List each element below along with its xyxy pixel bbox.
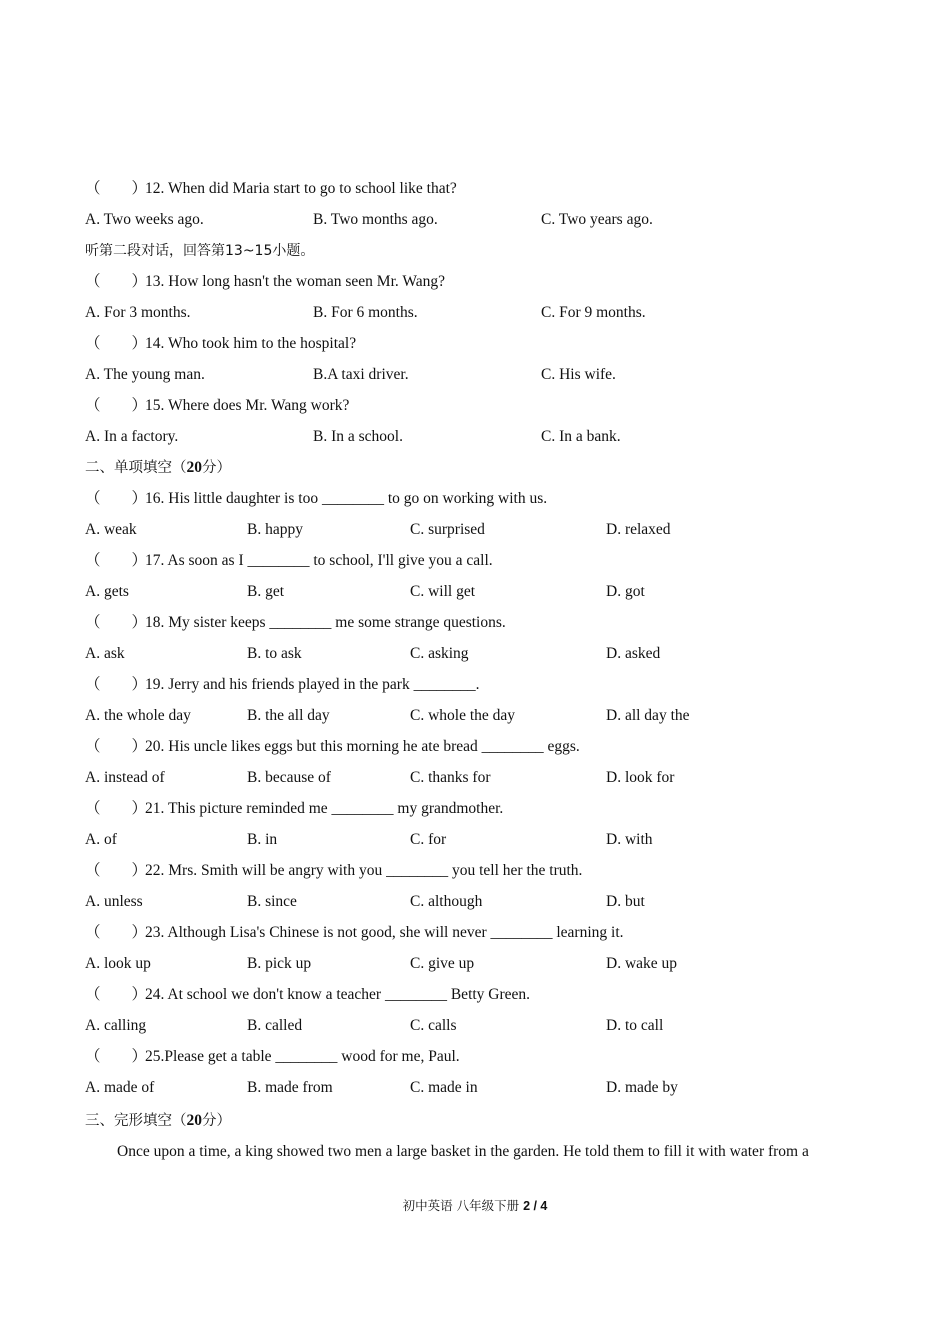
option-c: C. For 9 months.	[541, 304, 646, 321]
option-a: A. calling	[85, 1017, 147, 1034]
question-text: 17. As soon as I ________ to school, I'll give you a call.	[145, 552, 493, 569]
option-b: B. For 6 months.	[313, 304, 418, 321]
options-17	[85, 582, 885, 602]
option-b: B. In a school.	[313, 428, 403, 445]
question-14	[85, 334, 356, 354]
question-24	[85, 985, 530, 1005]
option-b: B. since	[247, 893, 297, 910]
option-c: C. give up	[410, 955, 475, 972]
section-title-suffix: 分）	[202, 1113, 231, 1129]
options-23	[85, 954, 885, 974]
answer-bracket: （ ）	[85, 180, 148, 197]
option-a: A. For 3 months.	[85, 304, 191, 321]
option-b: B. Two months ago.	[313, 211, 438, 228]
section-title-suffix: 分）	[202, 460, 231, 476]
option-b: B. pick up	[247, 955, 312, 972]
option-d: D. look for	[606, 769, 675, 786]
option-d: D. to call	[606, 1017, 664, 1034]
option-c: C. will get	[410, 583, 476, 600]
section-3-heading	[85, 1111, 231, 1131]
question-22	[85, 861, 582, 881]
question-19	[85, 675, 479, 695]
answer-bracket: （ ）	[85, 1048, 148, 1065]
option-b: B. happy	[247, 521, 303, 538]
option-a: A. unless	[85, 893, 143, 910]
answer-bracket: （ ）	[85, 862, 148, 879]
option-b: B. made from	[247, 1079, 333, 1096]
options-20	[85, 768, 885, 788]
option-d: D. but	[606, 893, 645, 910]
option-a: A. look up	[85, 955, 151, 972]
option-d: D. all day the	[606, 707, 690, 724]
option-b: B. to ask	[247, 645, 302, 662]
option-a: A. In a factory.	[85, 428, 179, 445]
question-12	[85, 179, 457, 199]
section-score: 20	[186, 459, 202, 476]
answer-bracket: （ ）	[85, 986, 148, 1003]
option-a: A. Two weeks ago.	[85, 211, 204, 228]
option-c: C. made in	[410, 1079, 478, 1096]
footer-label: 初中英语 八年级下册	[402, 1198, 524, 1213]
option-c: C. surprised	[410, 521, 485, 538]
section-score: 20	[186, 1112, 202, 1129]
option-b: B. in	[247, 831, 278, 848]
question-text: 19. Jerry and his friends played in the park ________.	[145, 676, 480, 693]
answer-bracket: （ ）	[85, 335, 148, 352]
options-24	[85, 1016, 885, 1036]
question-17	[85, 551, 493, 571]
option-b: B. the all day	[247, 707, 330, 724]
option-d: D. relaxed	[606, 521, 671, 538]
question-16	[85, 489, 547, 509]
question-text: 14. Who took him to the hospital?	[145, 335, 357, 352]
options-19	[85, 706, 885, 726]
option-c: C. calls	[410, 1017, 457, 1034]
section-title-prefix: 二、单项填空（	[85, 460, 187, 476]
option-c: C. for	[410, 831, 447, 848]
option-c: C. asking	[410, 645, 469, 662]
options-15	[85, 427, 885, 447]
page-number: 2 / 4	[523, 1199, 548, 1213]
question-text: 22. Mrs. Smith will be angry with you ________ you tell her the truth.	[145, 862, 583, 879]
option-a: A. the whole day	[85, 707, 191, 724]
options-12	[85, 210, 885, 230]
option-d: D. with	[606, 831, 653, 848]
option-a: A. of	[85, 831, 117, 848]
option-d: D. asked	[606, 645, 661, 662]
options-18	[85, 644, 885, 664]
option-c: C. although	[410, 893, 483, 910]
option-b: B. called	[247, 1017, 303, 1034]
answer-bracket: （ ）	[85, 273, 148, 290]
option-a: A. The young man.	[85, 366, 205, 383]
options-22	[85, 892, 885, 912]
option-c: C. In a bank.	[541, 428, 621, 445]
question-20	[85, 737, 580, 757]
option-d: D. wake up	[606, 955, 678, 972]
option-b: B. because of	[247, 769, 331, 786]
answer-bracket: （ ）	[85, 397, 148, 414]
options-14	[85, 365, 885, 385]
question-text: 20. His uncle likes eggs but this morning he ate bread ________ eggs.	[145, 738, 580, 755]
question-text: 25.Please get a table ________ wood for me, Paul.	[145, 1048, 460, 1065]
option-a: A. weak	[85, 521, 137, 538]
question-23	[85, 923, 624, 943]
answer-bracket: （ ）	[85, 490, 148, 507]
question-text: 24. At school we don't know a teacher ________ Betty Green.	[145, 986, 531, 1003]
option-c: C. Two years ago.	[541, 211, 653, 228]
options-16	[85, 520, 885, 540]
question-text: 23. Although Lisa's Chinese is not good, she will never ________ learning it.	[145, 924, 624, 941]
option-b: B. get	[247, 583, 285, 600]
section-2-heading	[85, 458, 231, 478]
question-13	[85, 272, 445, 292]
answer-bracket: （ ）	[85, 738, 148, 755]
question-18	[85, 613, 506, 633]
option-c: C. His wife.	[541, 366, 616, 383]
answer-bracket: （ ）	[85, 676, 148, 693]
option-a: A. instead of	[85, 769, 165, 786]
question-text: 21. This picture reminded me ________ my grandmother.	[145, 800, 504, 817]
cloze-passage: Once upon a time, a king showed two men a large basket in the garden. He told them to fill it with water from a	[117, 1143, 809, 1160]
question-text: 12. When did Maria start to go to school like that?	[145, 180, 457, 197]
question-21	[85, 799, 503, 819]
answer-bracket: （ ）	[85, 614, 148, 631]
page-footer	[0, 1196, 950, 1214]
answer-bracket: （ ）	[85, 552, 148, 569]
listening-instruction: 听第二段对话，回答第13~15小题。	[85, 243, 315, 259]
question-25	[85, 1047, 460, 1067]
question-text: 13. How long hasn't the woman seen Mr. Wang?	[145, 273, 446, 290]
question-15	[85, 396, 349, 416]
options-21	[85, 830, 885, 850]
option-c: C. thanks for	[410, 769, 491, 786]
option-d: D. got	[606, 583, 645, 600]
options-13	[85, 303, 885, 323]
question-text: 16. His little daughter is too ________ to go on working with us.	[145, 490, 548, 507]
answer-bracket: （ ）	[85, 924, 148, 941]
options-25	[85, 1078, 885, 1098]
section-title-prefix: 三、完形填空（	[85, 1113, 187, 1129]
option-a: A. ask	[85, 645, 125, 662]
option-b: B.A taxi driver.	[313, 366, 409, 383]
option-d: D. made by	[606, 1079, 678, 1096]
option-a: A. gets	[85, 583, 129, 600]
answer-bracket: （ ）	[85, 800, 148, 817]
option-c: C. whole the day	[410, 707, 516, 724]
question-text: 15. Where does Mr. Wang work?	[145, 397, 350, 414]
question-text: 18. My sister keeps ________ me some strange questions.	[145, 614, 506, 631]
option-a: A. made of	[85, 1079, 155, 1096]
